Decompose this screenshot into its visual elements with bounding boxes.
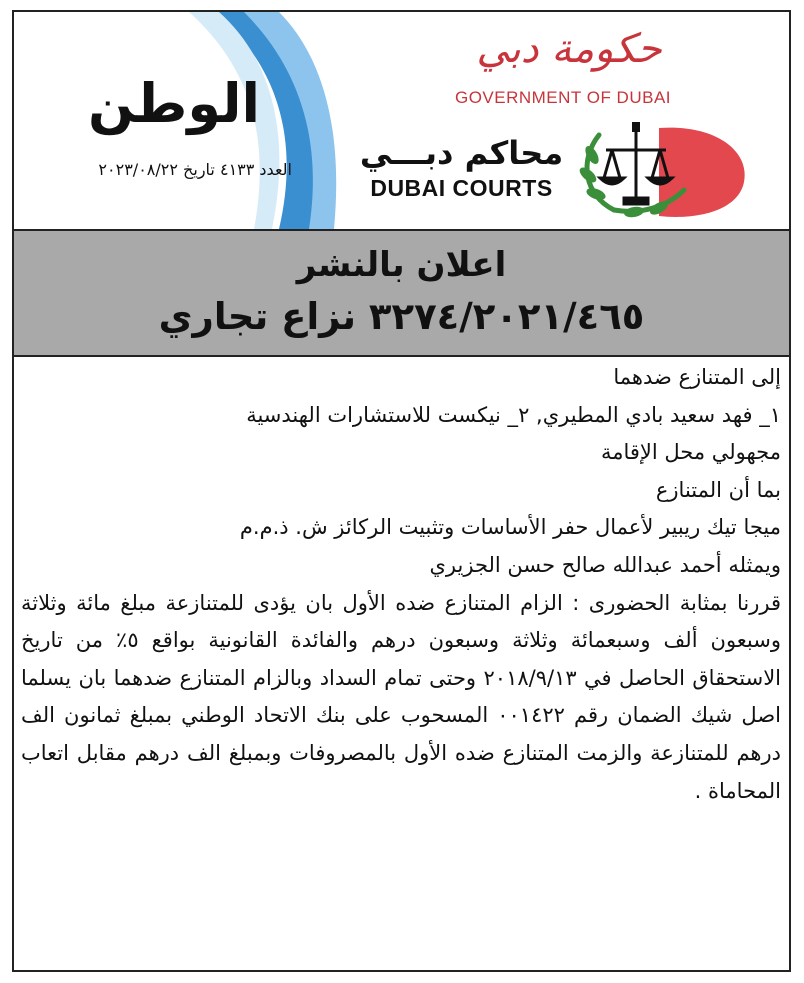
government-name-arabic: حكومة دبي — [476, 26, 662, 72]
case-number: ٣٢٧٤/٢٠٢١/٤٦٥ نزاع تجاري — [158, 295, 645, 338]
header — [14, 12, 789, 229]
dubai-courts-emblem — [574, 120, 750, 220]
body-line: ميجا تيك ريبير لأعمال حفر الأساسات وتثبيت الركائز ش. ذ.م.م — [239, 515, 781, 540]
newspaper-name: الوطن — [87, 72, 261, 135]
courts-name-english: DUBAI COURTS — [370, 175, 553, 201]
courts-name-arabic: محاكم دبـــي — [359, 134, 564, 172]
body-line: ويمثله أحمد عبدالله صالح حسن الجزيري — [429, 552, 781, 577]
government-name-english: GOVERNMENT OF DUBAI — [454, 88, 672, 107]
body-line: مجهولي محل الإقامة — [600, 440, 781, 465]
advertisement-frame — [12, 10, 791, 972]
title-band — [14, 229, 789, 357]
issue-number-date: العدد ٤١٣٣ تاريخ ٢٠٢٣/٠٨/٢٢ — [98, 160, 292, 179]
announcement-body — [21, 359, 781, 810]
body-line: إلى المتنازع ضدهما — [613, 365, 781, 389]
judgment-paragraph: قررنا بمثابة الحضورى : الزام المتنازع ضده الأول بان يؤدى للمتنازعة مبلغ مائة وثلاثة وسبعون ألف وسبعمائة وثلاثة وسبعون درهم والفائدة القانونية بواقع ٥٪ من تاريخ الاستحقاق الحاصل في ٢٠١٨/٩/١٣ وحتى تمام السداد وبالزام المتنازع ضدهما بان يسلما اصل شيك الضمان رقم ٠٠١٤٢٢ المسحوب على بنك الاتحاد الوطني بمبلغ ثمانون الف درهم للمتنازعة والزمت المتنازع ضده الأول بالمصروفات وبمبلغ الف درهم مقابل اتعاب المحاماة . — [21, 590, 782, 803]
announcement-title: اعلان بالنشر — [296, 245, 507, 285]
body-line: بما أن المتنازع — [655, 477, 781, 502]
body-line: ١_ فهد سعيد بادي المطيري, ٢_ نيكست للاستشارات الهندسية — [246, 402, 781, 427]
